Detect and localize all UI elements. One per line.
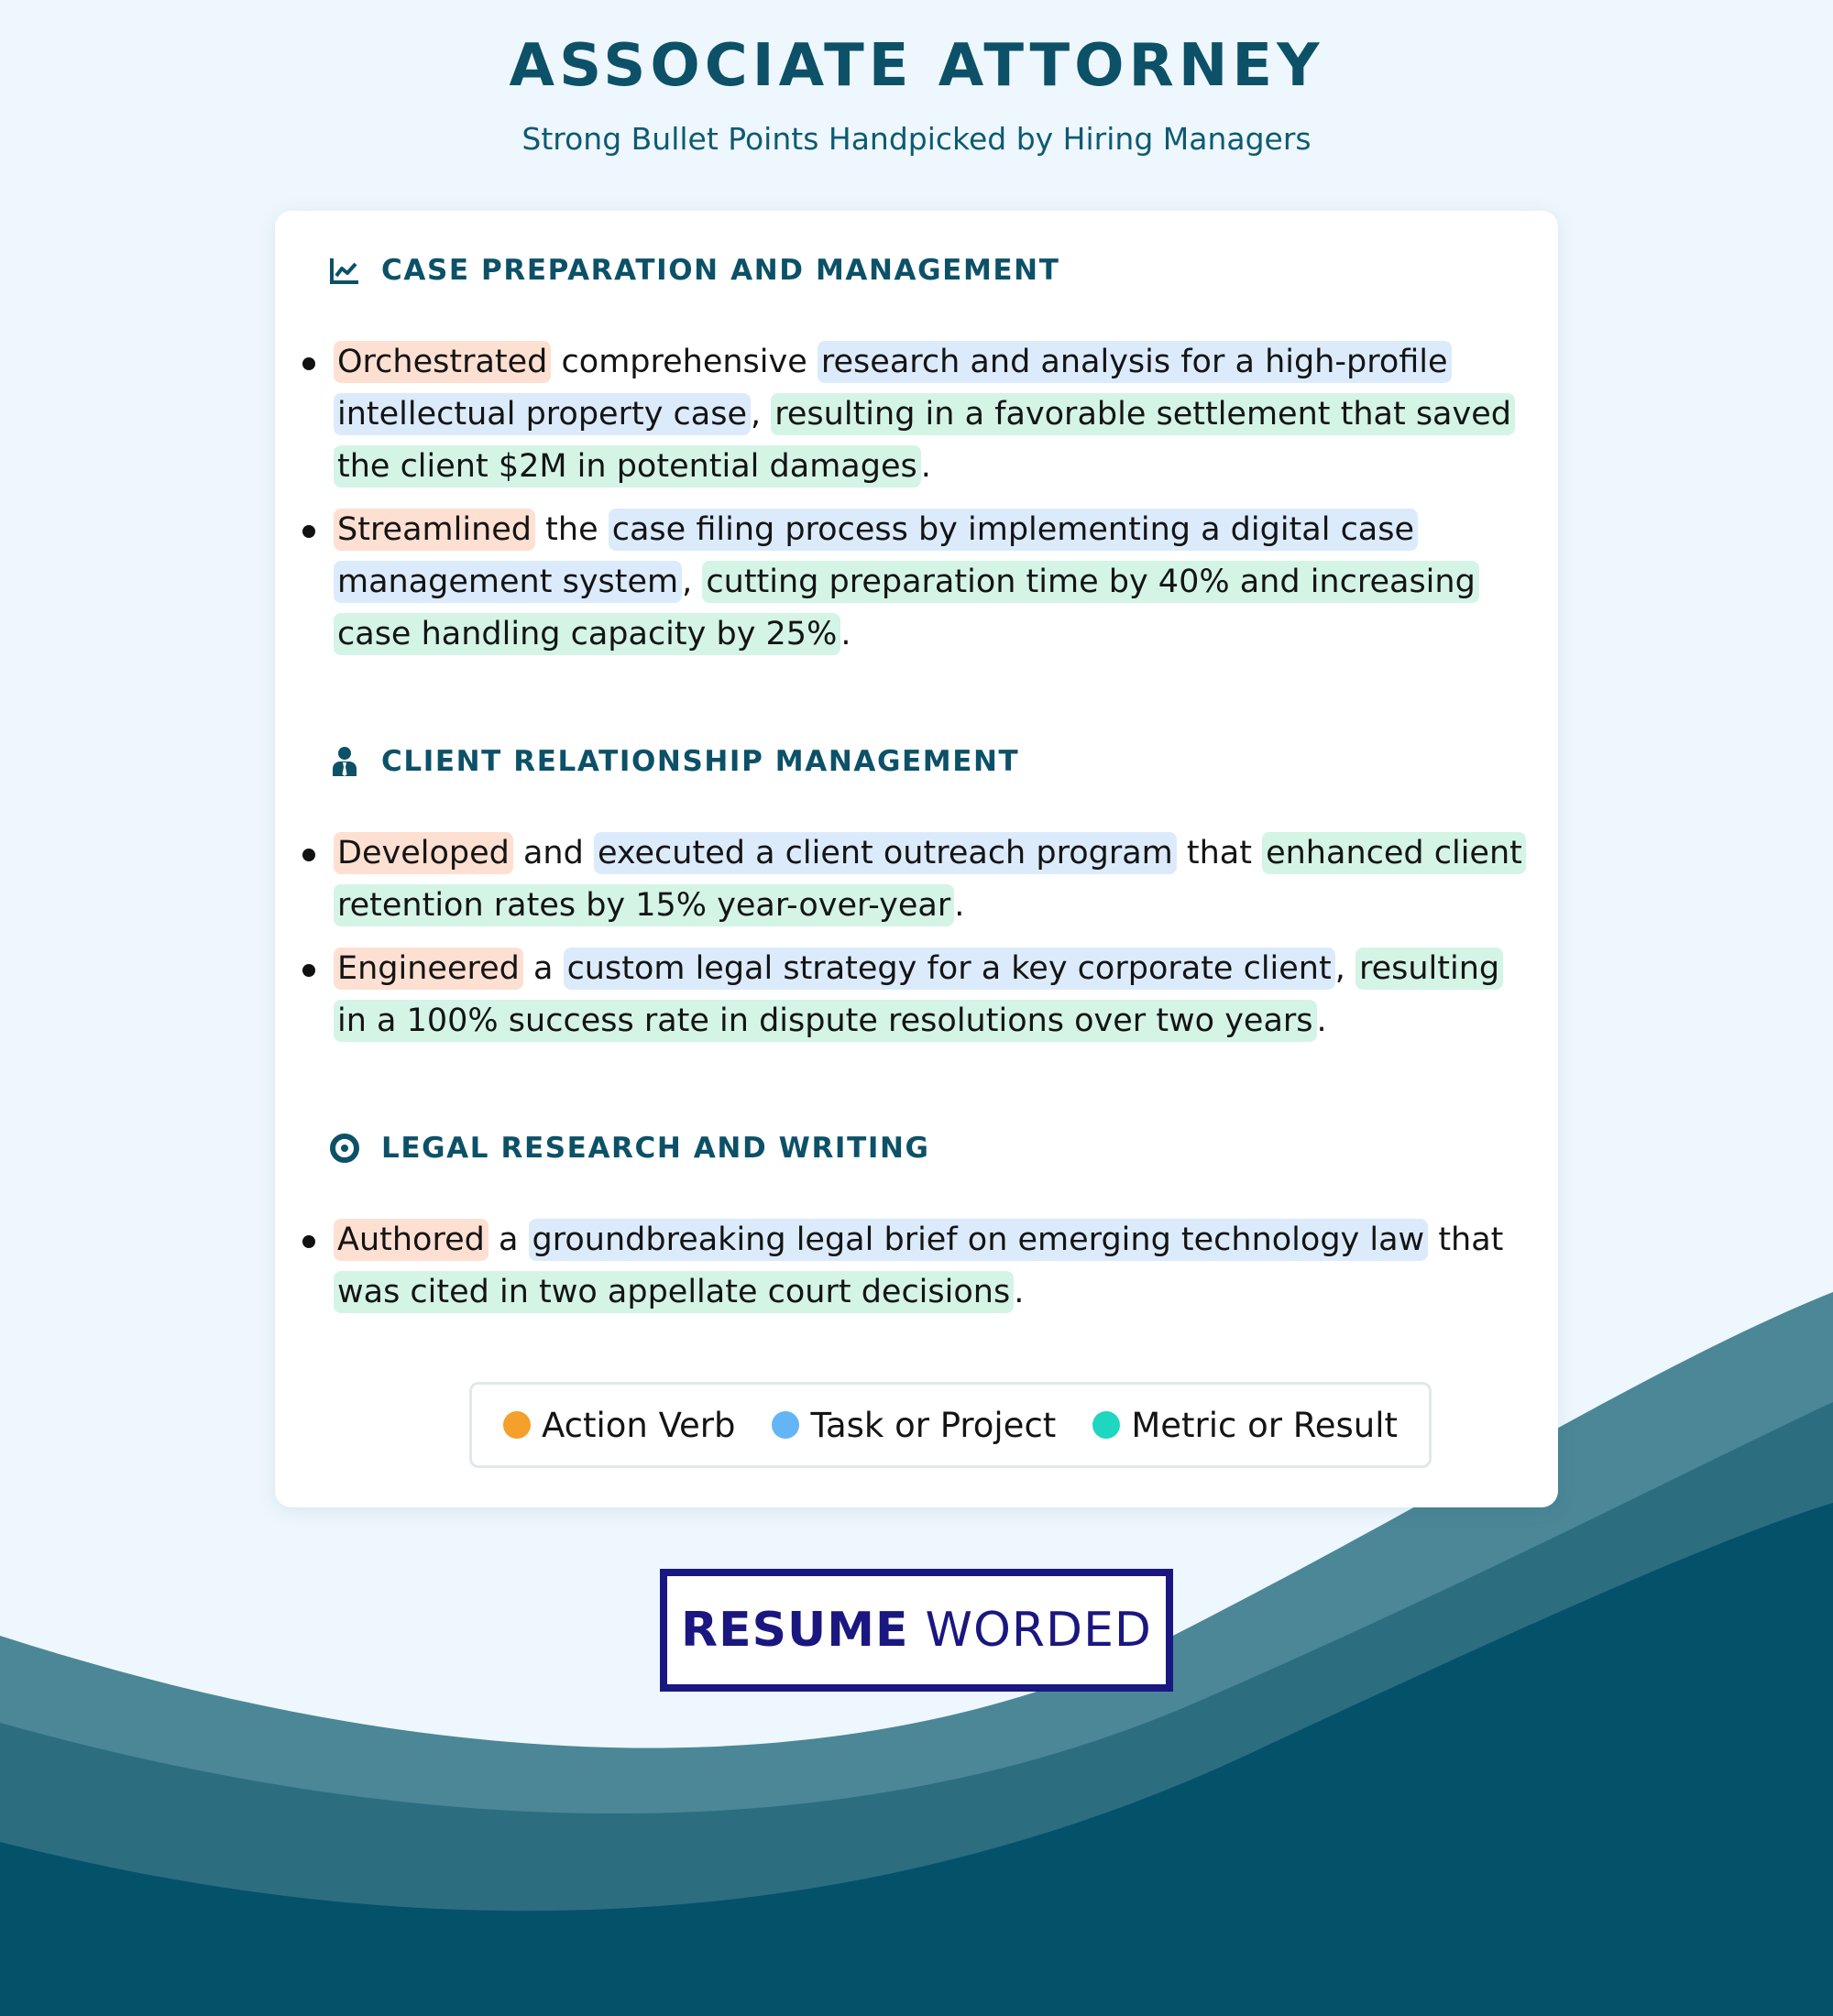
page-subtitle: Strong Bullet Points Handpicked by Hiring Managers [521,121,1312,157]
plain-text: comprehensive [551,344,818,380]
metric-highlight: was cited in two appellate court decisions [334,1271,1014,1313]
legend-dot [772,1411,799,1439]
legend-label: Metric or Result [1131,1405,1399,1445]
bullet-card [275,211,1558,1507]
plain-text: that [1428,1222,1504,1258]
metric-highlight: resulting in a 100% success rate in dispute resolutions over two years [334,948,1503,1042]
bullet-dot [302,357,315,370]
logo-bold-text: RESUME [681,1603,909,1658]
bullet-item [275,336,1558,493]
task-highlight: case filing process by implementing a digital case management system [334,509,1418,603]
plain-text: . [1316,1003,1327,1039]
plain-text: a [488,1222,529,1258]
task-highlight: research and analysis for a high-profile intellectual property case [334,341,1452,435]
user-tie-icon [328,745,361,778]
section-heading-legal-research [328,1130,930,1167]
chart-line-icon [328,254,361,287]
plain-text: that [1176,835,1263,871]
metric-highlight: resulting in a favorable settlement that saved the client $2M in potential damages [334,393,1515,488]
bullet-dot [302,964,315,977]
bullet-list [275,1214,1558,1330]
plain-text: , [1334,950,1356,987]
bullet-item [275,943,1558,1047]
logo-regular-text: WORDED [925,1603,1152,1658]
plain-text: , [682,564,703,600]
plain-text: . [954,887,965,924]
resume-worded-logo [660,1569,1173,1692]
legend-label: Task or Project [810,1405,1057,1445]
plain-text: . [1014,1274,1025,1310]
legend [469,1382,1432,1468]
bullet-dot [302,849,315,861]
action-verb-highlight: Engineered [334,948,523,990]
section-heading-text: CASE PREPARATION AND MANAGEMENT [381,254,1060,287]
section-heading-text: LEGAL RESEARCH AND WRITING [381,1132,930,1165]
bullet-item [275,827,1558,932]
bullet-list [275,827,1558,1058]
plain-text: the [535,511,609,548]
legend-item-task [772,1406,1056,1445]
plain-text: , [751,396,772,433]
action-verb-highlight: Authored [334,1219,488,1261]
action-verb-highlight: Developed [334,832,513,874]
task-highlight: custom legal strategy for a key corporate client [564,948,1335,990]
action-verb-highlight: Streamlined [334,509,535,551]
legend-label: Action Verb [541,1405,736,1445]
metric-highlight: enhanced client retention rates by 15% year-over-year [334,832,1526,926]
section-heading-case-preparation [328,252,1059,289]
legend-dot [503,1411,531,1439]
action-verb-highlight: Orchestrated [334,341,551,383]
bullet-dot [302,525,315,538]
section-heading-client-relationship [328,743,1019,780]
bullet-item [275,1214,1558,1319]
page-title: ASSOCIATE ATTORNEY [509,32,1324,100]
target-circle-icon [328,1132,361,1165]
header [0,27,1833,158]
legend-dot [1092,1411,1120,1439]
bullet-dot [302,1235,315,1248]
task-highlight: groundbreaking legal brief on emerging technology law [529,1219,1429,1261]
metric-highlight: cutting preparation time by 40% and increasing case handling capacity by 25% [334,561,1479,655]
plain-text: and [512,835,594,871]
legend-item-action-verb [503,1406,736,1445]
bullet-item [275,504,1558,661]
legend-item-metric [1092,1406,1398,1445]
plain-text: . [840,616,851,652]
plain-text: . [920,448,931,485]
task-highlight: executed a client outreach program [594,832,1177,874]
plain-text: a [522,950,564,987]
bullet-list [275,336,1558,672]
section-heading-text: CLIENT RELATIONSHIP MANAGEMENT [381,745,1020,778]
